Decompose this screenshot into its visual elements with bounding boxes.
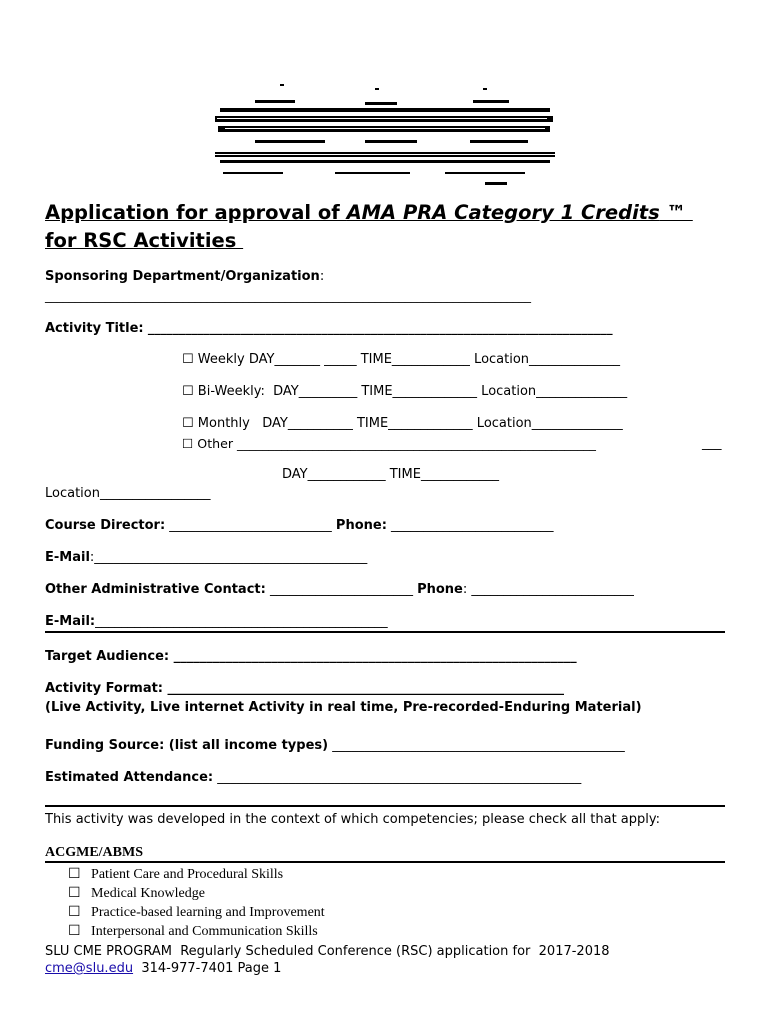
competency-item[interactable]: ☐ Medical Knowledge <box>68 886 205 901</box>
course-director-field[interactable]: _________________________ <box>165 518 336 533</box>
other-contact-phone-label: Phone <box>417 582 463 597</box>
footer-phone-page: 314-977-7401 Page 1 <box>133 961 282 976</box>
section-divider <box>45 631 725 633</box>
section-divider-2 <box>45 805 725 807</box>
page-title <box>45 201 693 224</box>
title-suffix: ™ <box>659 201 693 224</box>
other-contact-phone-field[interactable]: : _________________________ <box>462 582 634 597</box>
section-divider-3 <box>45 861 725 863</box>
email-row <box>45 550 367 565</box>
course-director-row <box>45 518 554 533</box>
attendance-label: Estimated Attendance: <box>45 770 214 785</box>
competency-item[interactable]: ☐ Interpersonal and Communication Skills <box>68 924 318 939</box>
footer-email-link[interactable]: cme@slu.edu <box>45 961 134 976</box>
schedule-other-tail: ___ <box>702 436 722 451</box>
attendance-row <box>45 770 581 785</box>
schedule-day-time[interactable]: DAY____________ TIME____________ <box>282 467 499 482</box>
page-subtitle: for RSC Activities <box>45 229 244 252</box>
competencies-heading: ACGME/ABMS <box>45 845 143 860</box>
footer-program: SLU CME PROGRAM Regularly Scheduled Conference (RSC) application for 2017-2018 <box>45 944 610 959</box>
activity-format-label: Activity Format: <box>45 681 164 696</box>
other-contact-field[interactable]: ______________________ <box>265 582 418 597</box>
email-field[interactable]: :__________________________________________ <box>89 550 368 565</box>
title-italic: AMA PRA Category 1 Credits <box>346 201 660 224</box>
target-audience-field[interactable]: ______________________________________________________________ <box>169 649 577 664</box>
email-label: E-Mail <box>45 550 90 565</box>
schedule-biweekly[interactable]: ☐ Bi-Weekly: DAY_________ TIME_____________ Location______________ <box>182 384 628 399</box>
funding-row <box>45 738 625 753</box>
activity-format-note: (Live Activity, Live internet Activity in real time, Pre-recorded-Enduring Material) <box>45 700 642 715</box>
attendance-field[interactable]: ________________________________________________________ <box>213 770 582 785</box>
activity-format-field[interactable]: _____________________________________________________________ <box>163 681 565 696</box>
sponsor-label: Sponsoring Department/Organization <box>45 269 320 284</box>
email2-label: E-Mail: <box>45 614 96 629</box>
target-audience-row <box>45 649 577 664</box>
title-prefix: Application for approval of <box>45 201 347 224</box>
funding-field[interactable]: _____________________________________________ <box>328 738 625 753</box>
activity-title-row <box>45 320 613 336</box>
other-contact-row <box>45 582 634 597</box>
competency-item[interactable]: ☐ Patient Care and Procedural Skills <box>68 867 284 882</box>
activity-format-row <box>45 681 564 696</box>
activity-title-field[interactable]: ___________________________________________________________________________ <box>143 320 613 335</box>
competency-item[interactable]: ☐ Practice-based learning and Improvement <box>68 905 325 920</box>
funding-label: Funding Source: (list all income types) <box>45 738 329 753</box>
schedule-location[interactable]: Location_________________ <box>45 486 211 501</box>
schedule-weekly[interactable]: ☐ Weekly DAY_______ _____ TIME____________ Location______________ <box>182 352 621 367</box>
target-audience-label: Target Audience: <box>45 649 170 664</box>
schedule-other[interactable]: ☐ Other _________________________________________________________ <box>182 436 596 451</box>
email2-field[interactable]: _____________________________________________ <box>95 614 388 629</box>
course-director-label: Course Director: <box>45 518 166 533</box>
activity-title-label: Activity Title: <box>45 321 144 336</box>
sponsor-colon: : <box>319 269 325 284</box>
footer-contact <box>45 961 281 976</box>
schedule-monthly[interactable]: ☐ Monthly DAY__________ TIME_____________ Location______________ <box>182 416 623 431</box>
course-director-phone-field[interactable]: _________________________ <box>386 518 554 533</box>
course-director-phone-label: Phone: <box>335 518 387 533</box>
sponsor-field[interactable]: _________________________________________________________________________________ <box>45 289 531 303</box>
competencies-intro: This activity was developed in the context of which competencies; please check all that apply: <box>45 812 661 827</box>
email2-row <box>45 614 388 629</box>
other-contact-label: Other Administrative Contact: <box>45 582 266 597</box>
slu-cme-logo <box>215 82 555 188</box>
sponsor-label-row <box>45 269 324 284</box>
